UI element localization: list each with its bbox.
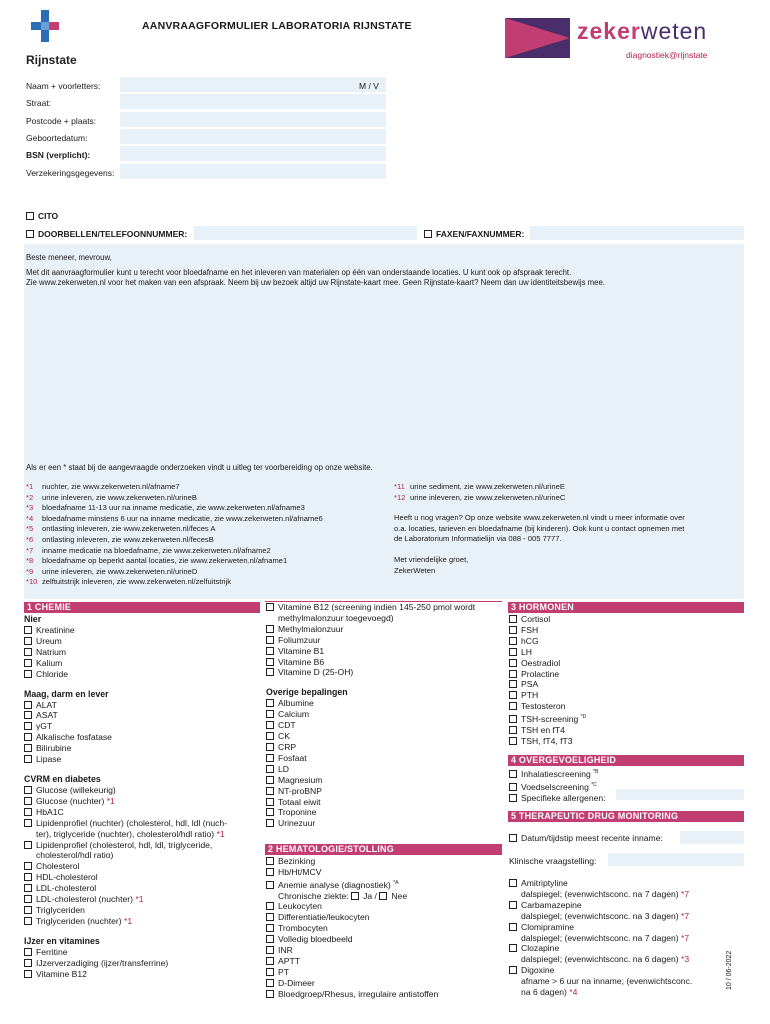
test-item[interactable]: Trombocyten bbox=[266, 923, 506, 934]
test-item-detail: dalspiegel; (evenwichtsconc. na 7 dagen) *7 bbox=[521, 888, 690, 899]
note-item: *2 urine inleveren, zie www.zekerweten.nl/urineB bbox=[26, 492, 197, 502]
phone-checkbox[interactable] bbox=[26, 230, 34, 238]
dob-label: Geboortedatum: bbox=[26, 133, 88, 143]
note-item: *1 nuchter, zie www.zekerweten.nl/afname7 bbox=[26, 482, 180, 491]
questions-line: Heeft u nog vragen? Op onze website www.zekerweten.nl vindt u meer informatie over bbox=[394, 513, 685, 523]
cito-option[interactable] bbox=[26, 211, 58, 221]
test-checkbox[interactable] bbox=[24, 841, 32, 849]
test-checkbox[interactable] bbox=[24, 797, 32, 805]
note-item: *6 ontlasting inleveren, zie www.zekerweten.nl/fecesB bbox=[26, 534, 214, 544]
test-item[interactable]: Methylmalonzuur bbox=[266, 624, 506, 635]
test-checkbox[interactable] bbox=[266, 819, 274, 827]
test-checkbox[interactable] bbox=[509, 680, 517, 688]
test-checkbox[interactable] bbox=[24, 744, 32, 752]
test-item[interactable]: Natrium bbox=[24, 647, 260, 658]
nee-checkbox[interactable] bbox=[379, 892, 387, 900]
test-checkbox[interactable] bbox=[266, 754, 274, 762]
test-item[interactable]: Chloride bbox=[24, 669, 260, 680]
test-item[interactable]: Oestradiol bbox=[509, 658, 745, 669]
test-item[interactable]: Digoxine bbox=[509, 965, 745, 976]
test-checkbox[interactable] bbox=[266, 881, 274, 889]
notes-right bbox=[394, 482, 685, 576]
test-checkbox[interactable] bbox=[266, 857, 274, 865]
test-item-detail: na 6 dagen) *4 bbox=[521, 987, 578, 998]
test-checkbox[interactable] bbox=[266, 946, 274, 954]
test-item[interactable]: ALAT bbox=[24, 700, 260, 711]
test-checkbox[interactable] bbox=[509, 726, 517, 734]
name-label: Naam + voorletters: bbox=[26, 81, 101, 91]
test-checkbox[interactable] bbox=[509, 783, 517, 791]
hospital-name: Rijnstate bbox=[26, 53, 77, 67]
test-checkbox[interactable] bbox=[24, 701, 32, 709]
test-checkbox[interactable] bbox=[266, 913, 274, 921]
test-item[interactable]: IJzerverzadiging (ijzer/transferrine) bbox=[24, 958, 260, 969]
phone-option[interactable] bbox=[26, 229, 187, 239]
cito-checkbox[interactable] bbox=[26, 212, 34, 220]
rijnstate-logo-icon bbox=[27, 10, 71, 48]
test-item[interactable]: ASAT bbox=[24, 710, 260, 721]
test-item[interactable]: Testosteron bbox=[509, 701, 745, 712]
test-checkbox[interactable] bbox=[266, 732, 274, 740]
test-item[interactable]: CRP bbox=[266, 742, 506, 753]
brand-email: diagnostiek@rijnstate bbox=[626, 50, 708, 60]
test-item[interactable]: Alkalische fosfatase bbox=[24, 732, 260, 743]
test-item[interactable]: APTT bbox=[266, 956, 506, 967]
test-item[interactable]: Anemie analyse (diagnostiek) $^{*A}$ bbox=[266, 878, 506, 891]
test-item[interactable]: Foliumzuur bbox=[266, 635, 506, 646]
test-checkbox[interactable] bbox=[509, 615, 517, 623]
notes-left bbox=[26, 482, 323, 588]
test-checkbox[interactable] bbox=[24, 637, 32, 645]
brand-zeker: zeker bbox=[577, 18, 641, 44]
test-item[interactable]: Volledig bloedbeeld bbox=[266, 934, 506, 945]
test-item[interactable]: TSH-screening $^{*D}$ bbox=[509, 712, 745, 725]
test-checkbox[interactable] bbox=[266, 668, 274, 676]
test-checkbox[interactable] bbox=[266, 935, 274, 943]
test-item[interactable]: Triglyceriden bbox=[24, 905, 260, 916]
allergens-field[interactable] bbox=[616, 789, 744, 800]
test-checkbox[interactable] bbox=[509, 670, 517, 678]
intro-greeting: Beste meneer, mevrouw, bbox=[26, 253, 112, 262]
note-item: *5 ontlasting inleveren, zie www.zekerweten.nl/feces A bbox=[26, 524, 216, 534]
test-item[interactable]: LD bbox=[266, 764, 506, 775]
test-checkbox[interactable] bbox=[266, 787, 274, 795]
test-item[interactable]: Voedselscreening $^{*C}$ bbox=[509, 780, 745, 793]
test-checkbox[interactable] bbox=[266, 743, 274, 751]
test-checkbox[interactable] bbox=[509, 770, 517, 778]
note-item: *11 urine sediment, zie www.zekerweten.nl/urineE bbox=[394, 482, 565, 491]
test-item[interactable]: Hb/Ht/MCV bbox=[266, 867, 506, 878]
test-item[interactable]: Calcium bbox=[266, 709, 506, 720]
test-item[interactable]: NT-proBNP bbox=[266, 786, 506, 797]
dob-field[interactable] bbox=[120, 129, 386, 144]
bsn-field[interactable] bbox=[120, 146, 386, 161]
test-checkbox[interactable] bbox=[24, 862, 32, 870]
gender-label[interactable]: M / V bbox=[359, 81, 379, 91]
test-item[interactable]: Ferritine bbox=[24, 947, 260, 958]
page-title: AANVRAAGFORMULIER LABORATORIA RIJNSTATE bbox=[142, 20, 412, 32]
test-checkbox[interactable] bbox=[266, 968, 274, 976]
test-checkbox[interactable] bbox=[266, 924, 274, 932]
test-item[interactable]: Clozapine bbox=[509, 943, 745, 954]
closing: Met vriendelijke groet, bbox=[394, 554, 469, 564]
test-checkbox[interactable] bbox=[266, 658, 274, 666]
test-checkbox[interactable] bbox=[266, 798, 274, 806]
test-checkbox[interactable] bbox=[509, 702, 517, 710]
tdm-date-checkbox[interactable] bbox=[509, 834, 517, 842]
test-item[interactable]: PT bbox=[266, 967, 506, 978]
test-checkbox[interactable] bbox=[509, 879, 517, 887]
test-item[interactable]: CK bbox=[266, 731, 506, 742]
test-checkbox[interactable] bbox=[266, 765, 274, 773]
test-checkbox[interactable] bbox=[266, 868, 274, 876]
test-checkbox[interactable] bbox=[509, 737, 517, 745]
street-field[interactable] bbox=[120, 94, 386, 109]
test-checkbox[interactable] bbox=[266, 776, 274, 784]
test-item[interactable]: LH bbox=[509, 647, 745, 658]
test-checkbox[interactable] bbox=[266, 808, 274, 816]
test-checkbox[interactable] bbox=[509, 626, 517, 634]
questions-line: de Laboratorium Informatielijn via 088 - 005 7777. bbox=[394, 534, 562, 544]
tdm-klinisch-label: Klinische vraagstelling: bbox=[509, 856, 597, 866]
test-item[interactable]: PTH bbox=[509, 690, 745, 701]
test-item[interactable]: Fosfaat bbox=[266, 753, 506, 764]
postcode-field[interactable] bbox=[120, 112, 386, 127]
test-item[interactable]: Urinezuur bbox=[266, 818, 506, 829]
test-item[interactable]: Troponine bbox=[266, 807, 506, 818]
test-checkbox[interactable] bbox=[509, 648, 517, 656]
test-checkbox[interactable] bbox=[24, 733, 32, 741]
test-item[interactable]: Leukocyten bbox=[266, 901, 506, 912]
section-header-tdm: 5 THERAPEUTIC DRUG MONITORING bbox=[508, 811, 744, 822]
column-tdm bbox=[509, 878, 745, 998]
test-checkbox[interactable] bbox=[24, 626, 32, 634]
test-checkbox[interactable] bbox=[24, 873, 32, 881]
intro-line2: Zie www.zekerweten.nl voor het maken van een afspraak. Neem bij uw bezoek altijd uw Rijnstate-kaart mee. Geen Rijnstate-kaart? Neem dan uw identiteitsbewijs mee. bbox=[26, 278, 605, 287]
test-item[interactable]: Kreatinine bbox=[24, 625, 260, 636]
test-checkbox[interactable] bbox=[509, 637, 517, 645]
ja-checkbox[interactable] bbox=[351, 892, 359, 900]
test-checkbox[interactable] bbox=[24, 659, 32, 667]
test-item[interactable]: LDL-cholesterol bbox=[24, 883, 260, 894]
test-item[interactable]: Triglyceriden (nuchter) *1 bbox=[24, 916, 260, 927]
tdm-date-option[interactable]: Datum/tijdstip meest recente inname: bbox=[509, 833, 663, 844]
test-item[interactable]: Bloedgroep/Rhesus, irregulaire antistoffen bbox=[266, 989, 506, 1000]
insurance-label: Verzekeringsgegevens: bbox=[26, 168, 115, 178]
test-item[interactable]: Cortisol bbox=[509, 614, 745, 625]
test-item-continued: cholesterol/hdl ratio) bbox=[36, 850, 114, 861]
street-label: Straat: bbox=[26, 98, 52, 108]
test-checkbox[interactable] bbox=[509, 794, 517, 802]
test-item[interactable]: Albumine bbox=[266, 698, 506, 709]
test-item-detail: dalspiegel; (evenwichtsconc. na 3 dagen) *7 bbox=[521, 910, 690, 921]
test-item[interactable]: Vitamine B1 bbox=[266, 646, 506, 657]
brand-wordmark bbox=[577, 18, 707, 45]
intro-line1: Met dit aanvraagformulier kunt u terecht voor bloedafname en het inleveren van materialen op één van onderstaande locaties. U kunt ook op afspraak terecht. bbox=[26, 268, 572, 277]
test-item[interactable]: LDL-cholesterol (nuchter) *1 bbox=[24, 894, 260, 905]
test-checkbox[interactable] bbox=[509, 944, 517, 952]
test-item[interactable]: Magnesium bbox=[266, 775, 506, 786]
test-checkbox[interactable] bbox=[509, 715, 517, 723]
test-item[interactable]: γGT bbox=[24, 721, 260, 732]
phone-field[interactable] bbox=[194, 226, 417, 240]
subheading-maag: Maag, darm en lever bbox=[24, 688, 109, 699]
test-checkbox[interactable] bbox=[24, 722, 32, 730]
questions-line: o.a. locaties, tarieven en bloedafname (bij kinderen). Ook kunt u contact opnemen met bbox=[394, 523, 685, 533]
cito-label: CITO bbox=[38, 211, 59, 221]
test-checkbox[interactable] bbox=[24, 884, 32, 892]
chronic-disease-row: Chronische ziekte: Ja / Nee bbox=[278, 890, 408, 901]
note-item: *3 bloedafname 11-13 uur na inname medicatie, zie www.zekerweten.nl/afname3 bbox=[26, 503, 305, 513]
test-item[interactable]: HDL-cholesterol bbox=[24, 872, 260, 883]
fax-option[interactable] bbox=[424, 229, 524, 239]
postcode-label: Postcode + plaats: bbox=[26, 116, 97, 126]
test-item-detail: dalspiegel; (evenwichtsconc. na 6 dagen) *3 bbox=[521, 954, 690, 965]
column-hematologie bbox=[266, 856, 506, 1000]
test-checkbox[interactable] bbox=[24, 948, 32, 956]
fax-checkbox[interactable] bbox=[424, 230, 432, 238]
section-header-hormonen: 3 HORMONEN bbox=[508, 602, 744, 613]
test-checkbox[interactable] bbox=[266, 979, 274, 987]
column-chemie-cont bbox=[266, 602, 506, 829]
subheading-ijzer: IJzer en vitamines bbox=[24, 935, 100, 946]
test-item[interactable]: Amitriptyline bbox=[509, 878, 745, 889]
section-header-chemie: 1 CHEMIE bbox=[24, 602, 260, 613]
column-chemie bbox=[24, 614, 260, 979]
bsn-label: BSN (verplicht): bbox=[26, 150, 91, 160]
test-checkbox[interactable] bbox=[24, 970, 32, 978]
test-checkbox[interactable] bbox=[24, 711, 32, 719]
test-item[interactable]: PSA bbox=[509, 679, 745, 690]
note-item: *10 zelftuitstrijk inleveren, zie www.zekerweten.nl/zelfuitstrijk bbox=[26, 577, 232, 587]
note-item: *7 inname medicatie na bloedafname, zie www.zekerweten.nl/afname2 bbox=[26, 545, 271, 555]
test-checkbox[interactable] bbox=[266, 625, 274, 633]
test-item-continued: ter), triglyceride (nuchter), cholesterol/hdl ratio) *1 bbox=[36, 828, 225, 839]
version-label: 10 / 06-2022 bbox=[726, 950, 733, 990]
insurance-field[interactable] bbox=[120, 164, 386, 179]
test-checkbox[interactable] bbox=[266, 603, 274, 611]
test-checkbox[interactable] bbox=[24, 755, 32, 763]
note-item: *9 urine inleveren, zie www.zekerweten.nl/urineD bbox=[26, 566, 198, 576]
test-item-detail: dalspiegel; (evenwichtsconc. na 7 dagen) *7 bbox=[521, 932, 690, 943]
test-checkbox[interactable] bbox=[266, 636, 274, 644]
test-checkbox[interactable] bbox=[266, 647, 274, 655]
test-item[interactable]: Vitamine B12 bbox=[24, 969, 260, 980]
test-checkbox[interactable] bbox=[509, 966, 517, 974]
test-checkbox[interactable] bbox=[266, 699, 274, 707]
test-checkbox[interactable] bbox=[24, 670, 32, 678]
test-item[interactable]: CDT bbox=[266, 720, 506, 731]
test-item[interactable]: INR bbox=[266, 945, 506, 956]
test-checkbox[interactable] bbox=[24, 959, 32, 967]
test-item[interactable]: Glucose (willekeurig) bbox=[24, 785, 260, 796]
test-checkbox[interactable] bbox=[266, 721, 274, 729]
test-checkbox[interactable] bbox=[266, 902, 274, 910]
test-item[interactable]: Carbamazepine bbox=[509, 900, 745, 911]
tdm-date-field[interactable] bbox=[680, 831, 744, 844]
test-item[interactable]: TSH, fT4, fT3 bbox=[509, 736, 745, 747]
name-field[interactable] bbox=[120, 77, 386, 92]
test-checkbox[interactable] bbox=[24, 648, 32, 656]
subheading-nier: Nier bbox=[24, 614, 42, 624]
column-hormonen bbox=[509, 614, 745, 747]
test-item[interactable]: FSH bbox=[509, 625, 745, 636]
test-item[interactable]: Vitamine B12 (screening indien 145-250 pmol wordt bbox=[266, 602, 506, 613]
test-item[interactable]: Lipidenprofiel (cholesterol, hdl, ldl, triglyceride, bbox=[24, 840, 260, 851]
test-item[interactable]: Bilirubine bbox=[24, 743, 260, 754]
test-item[interactable]: Inhalatiescreening $^{*B}$ bbox=[509, 767, 745, 780]
test-item[interactable]: Differentiatie/leukocyten bbox=[266, 912, 506, 923]
tdm-klinisch-field[interactable] bbox=[608, 853, 744, 866]
fax-field[interactable] bbox=[530, 226, 744, 240]
test-checkbox[interactable] bbox=[266, 957, 274, 965]
test-item[interactable]: D-Dimeer bbox=[266, 978, 506, 989]
signature: ZekerWeten bbox=[394, 565, 436, 575]
notes-intro: Als er een * staat bij de aangevraagde onderzoeken vindt u uitleg ter voorbereiding op onze website. bbox=[26, 463, 373, 472]
brand-weten: weten bbox=[640, 18, 708, 44]
section-header-overgevoeligheid: 4 OVERGEVOELIGHEID bbox=[508, 755, 744, 766]
test-checkbox[interactable] bbox=[24, 906, 32, 914]
test-item[interactable]: TSH en fT4 bbox=[509, 725, 745, 736]
note-item: *4 bloedafname minstens 6 uur na inname medicatie, zie www.zekerweten.nl/afname6 bbox=[26, 513, 323, 523]
test-checkbox[interactable] bbox=[509, 691, 517, 699]
subheading-cvrm: CVRM en diabetes bbox=[24, 773, 101, 784]
test-item[interactable]: Vitamine B6 bbox=[266, 657, 506, 668]
test-checkbox[interactable] bbox=[24, 819, 32, 827]
test-item-detail: afname > 6 uur na inname; (evenwichtsconc. bbox=[521, 976, 693, 987]
test-item[interactable]: Vitamine D (25-OH) bbox=[266, 667, 506, 678]
test-checkbox[interactable] bbox=[24, 895, 32, 903]
rijnstate-logo bbox=[27, 10, 71, 48]
test-item[interactable]: Kalium bbox=[24, 658, 260, 669]
test-item[interactable]: Clomipramine bbox=[509, 922, 745, 933]
note-item: *8 bloedafname op beperkt aantal locaties, zie www.zekerweten.nl/afname1 bbox=[26, 556, 288, 566]
subheading-overige: Overige bepalingen bbox=[266, 687, 348, 698]
test-item[interactable]: Ureum bbox=[24, 636, 260, 647]
test-item[interactable]: HbA1C bbox=[24, 807, 260, 818]
test-item[interactable]: Lipidenprofiel (nuchter) (cholesterol, hdl, ldl (nuch- bbox=[24, 818, 260, 829]
test-checkbox[interactable] bbox=[24, 917, 32, 925]
test-item[interactable]: hCG bbox=[509, 636, 745, 647]
note-item: *12 urine inleveren, zie www.zekerweten.nl/urineC bbox=[394, 492, 566, 502]
test-checkbox[interactable] bbox=[24, 808, 32, 816]
test-checkbox[interactable] bbox=[266, 990, 274, 998]
test-checkbox[interactable] bbox=[266, 710, 274, 718]
phone-label: DOORBELLEN/TELEFOONNUMMER: bbox=[38, 229, 188, 239]
section-header-hematologie: 2 HEMATOLOGIE/STOLLING bbox=[265, 844, 502, 855]
test-item[interactable]: Totaal eiwit bbox=[266, 797, 506, 808]
test-item[interactable]: Glucose (nuchter) *1 bbox=[24, 796, 260, 807]
test-item[interactable]: Prolactine bbox=[509, 669, 745, 680]
brand-logo-mark bbox=[505, 18, 570, 58]
test-checkbox[interactable] bbox=[509, 901, 517, 909]
test-checkbox[interactable] bbox=[509, 659, 517, 667]
test-item[interactable]: Lipase bbox=[24, 754, 260, 765]
test-item[interactable]: Cholesterol bbox=[24, 861, 260, 872]
test-checkbox[interactable] bbox=[509, 923, 517, 931]
test-item[interactable]: Specifieke allergenen: bbox=[509, 793, 745, 804]
fax-label: FAXEN/FAXNUMMER: bbox=[436, 229, 525, 239]
test-checkbox[interactable] bbox=[24, 786, 32, 794]
test-item-continued: methylmalonzuur toegevoegd) bbox=[278, 612, 394, 623]
test-item[interactable]: Bezinking bbox=[266, 856, 506, 867]
